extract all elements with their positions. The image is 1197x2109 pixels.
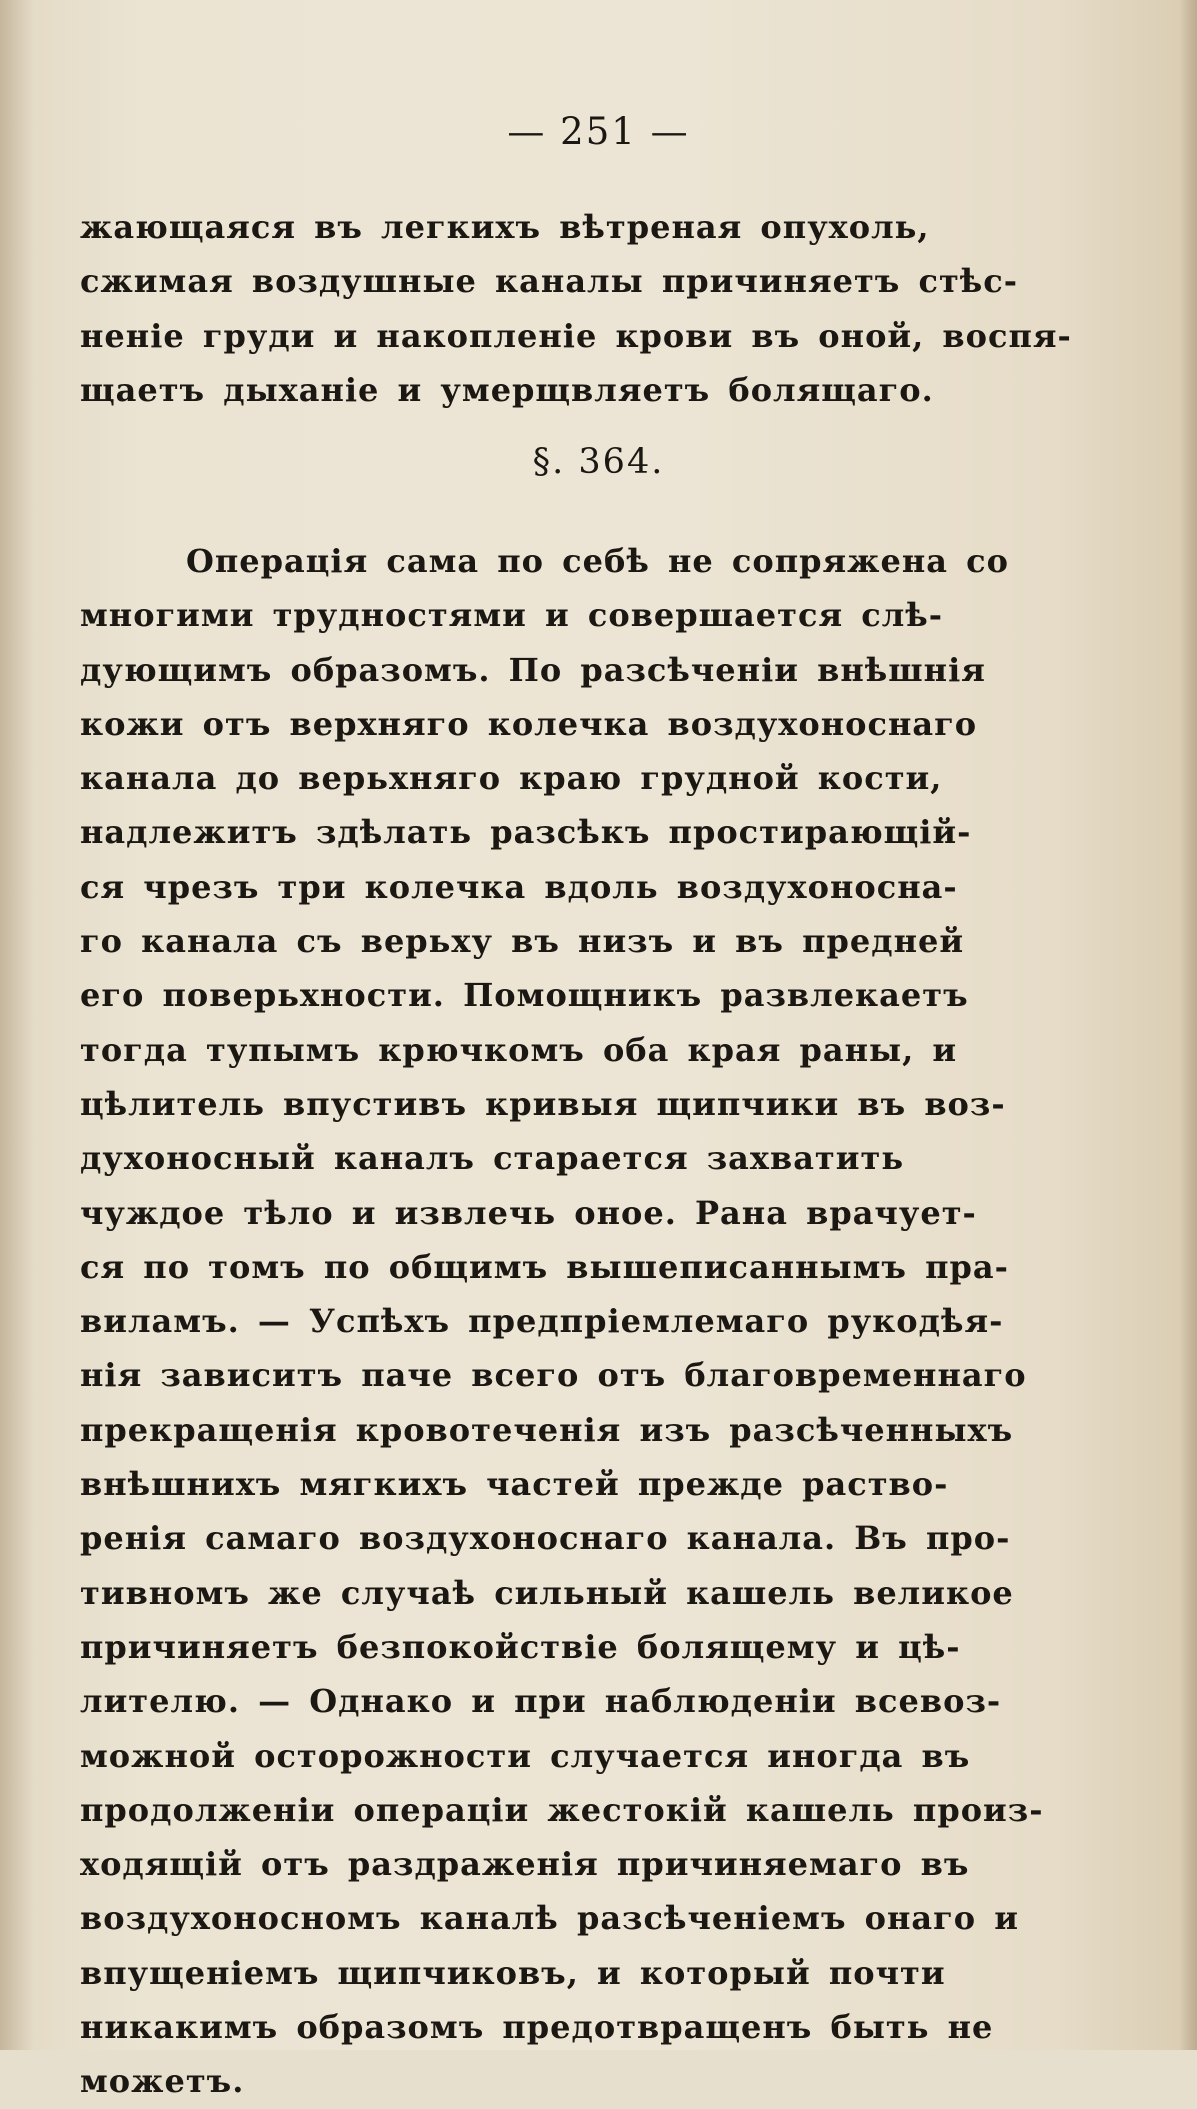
text-line: канала до верьхняго краю грудной кости, — [80, 759, 943, 798]
text-line: его поверьхности. Помощникъ развлекаетъ — [80, 976, 969, 1015]
text-line: духоносный каналъ старается захватить — [80, 1139, 905, 1178]
section-heading: §. 364. — [532, 442, 665, 482]
page-edge-shadow — [1179, 0, 1197, 2050]
text-line: щаетъ дыханiе и умерщвляетъ болящаго. — [80, 370, 934, 409]
text-line: тивномъ же случаѣ сильный кашель великое — [80, 1573, 1014, 1612]
text-line: можной осторожности случается иногда въ — [80, 1736, 971, 1775]
text-line: многими трудностями и совершается слѣ- — [80, 596, 944, 635]
text-line: виламъ. — Успѣхъ предпрiемлемаго рукодѣя- — [80, 1302, 1004, 1341]
text-line: сжимая воздушные каналы причиняетъ стѣс- — [80, 262, 1019, 301]
text-line: можетъ. — [80, 2062, 245, 2101]
text-line: ненiе груди и накопленiе крови въ оной, воспя- — [80, 316, 1072, 355]
text-line: ся чрезъ три колечка вдоль воздухоносна- — [80, 867, 958, 906]
text-line: причиняетъ безпокойствiе болящему и цѣ- — [80, 1627, 961, 1666]
text-line: цѣлитель впустивъ кривыя щипчики въ воз- — [80, 1084, 1006, 1123]
text-line: нiя зависитъ паче всего отъ благовременнаго — [80, 1356, 1027, 1395]
text-line: ходящiй отъ раздраженiя причиняемаго въ — [80, 1845, 970, 1884]
section-paragraph — [80, 534, 1080, 2109]
page-number: — 251 — — [507, 110, 690, 153]
text-line: дующимъ образомъ. По разсѣченiи внѣшнiя — [80, 650, 986, 689]
page-gutter-shadow — [0, 0, 34, 2050]
text-line: жающаяся въ легкихъ вѣтреная опухоль, — [80, 208, 930, 246]
text-line: лителю. — Однако и при наблюденiи всевоз- — [80, 1682, 1002, 1721]
text-line: внѣшнихъ мягкихъ частей прежде раство- — [80, 1465, 949, 1504]
continuation-paragraph — [80, 200, 1080, 417]
text-line: надлежитъ здѣлать разсѣкъ простирающiй- — [80, 813, 972, 852]
text-line: впущенiемъ щипчиковъ, и который почти — [80, 1953, 946, 1992]
text-line: чуждое тѣло и извлечь оное. Рана врачует- — [80, 1193, 977, 1232]
text-line: прекращенiя кровотеченiя изъ разсѣченныхъ — [80, 1410, 1014, 1449]
text-line: воздухоносномъ каналѣ разсѣченiемъ онаго и — [80, 1899, 1019, 1938]
text-line: кожи отъ верхняго колечка воздухоноснаго — [80, 704, 978, 743]
text-line: никакимъ образомъ предотвращенъ быть не — [80, 2008, 994, 2047]
text-line: ренiя самаго воздухоноснаго канала. Въ про- — [80, 1519, 1011, 1558]
text-line: го канала съ верьху въ низъ и въ предней — [80, 922, 965, 961]
text-line: тогда тупымъ крючкомъ оба края раны, и — [80, 1030, 958, 1069]
text-line: Операцiя сама по себѣ не сопряжена со — [186, 542, 1009, 580]
text-line: ся по томъ по общимъ вышеписаннымъ пра- — [80, 1247, 1009, 1286]
text-line: продолженiи операцiи жестокiй кашель произ- — [80, 1790, 1044, 1829]
